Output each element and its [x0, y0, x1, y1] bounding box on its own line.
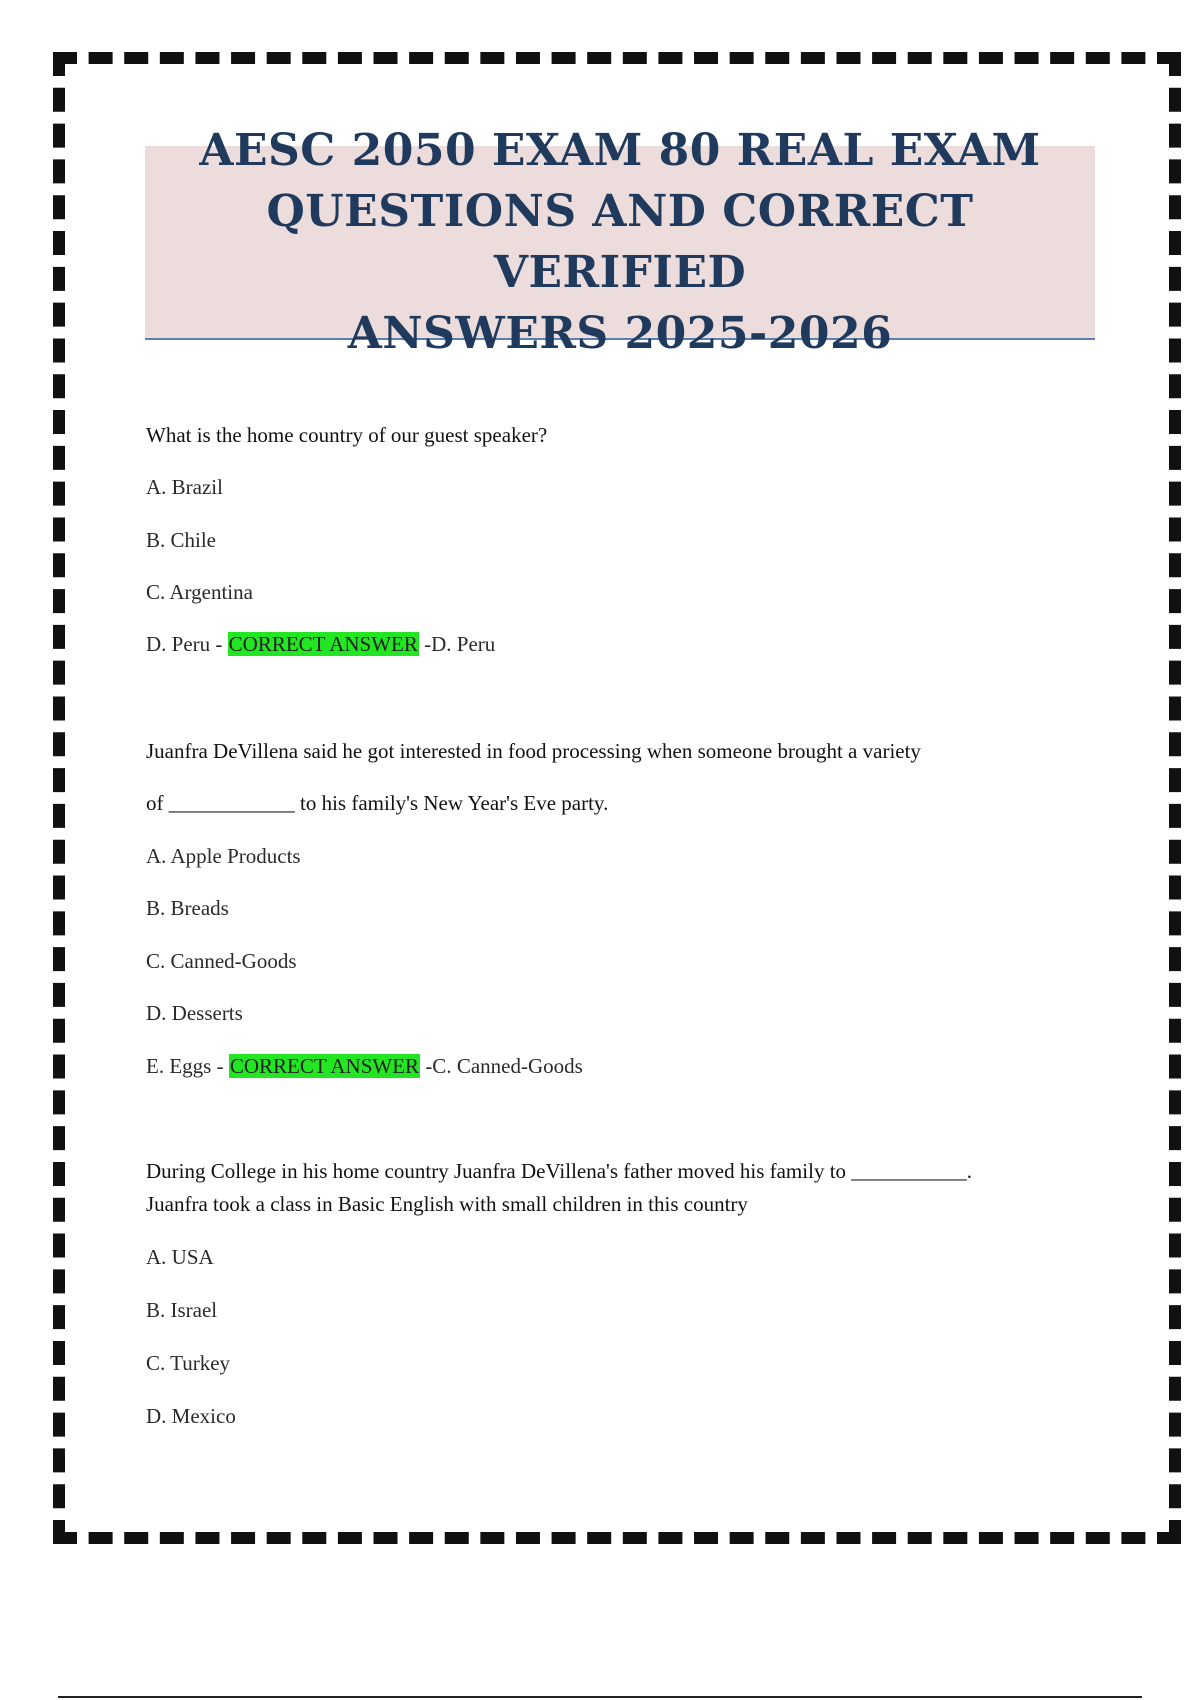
question-3-option-b: B. Israel: [146, 1298, 218, 1322]
question-3-option-c: C. Turkey: [146, 1351, 231, 1375]
document-title: [145, 120, 1095, 364]
question-2-option-d: D. Desserts: [146, 1001, 243, 1025]
question-2-option-e-label: E. Eggs -: [146, 1054, 229, 1078]
question-2-text-line-2: of ____________ to his family's New Year's Eve party.: [146, 791, 609, 815]
question-2-option-c: C. Canned-Goods: [146, 949, 297, 973]
correct-answer-highlight: CORRECT ANSWER: [229, 1054, 420, 1078]
question-2-option-a: A. Apple Products: [146, 844, 301, 868]
correct-answer-highlight: CORRECT ANSWER: [228, 632, 418, 656]
question-1-option-a: A. Brazil: [146, 475, 223, 499]
question-1-option-b: B. Chile: [146, 528, 217, 552]
question-3-text-line-1: During College in his home country Juanfra DeVillena's father moved his family to ___________.: [146, 1159, 973, 1183]
title-banner: [145, 125, 1095, 359]
footer-rule: [58, 1696, 1142, 1698]
question-2-text-line-1: Juanfra DeVillena said he got interested in food processing when someone brought a variety: [146, 739, 921, 763]
question-2-option-b: B. Breads: [146, 896, 229, 920]
question-1-option-d-label: D. Peru -: [146, 632, 228, 656]
question-1-text: What is the home country of our guest speaker?: [146, 423, 548, 447]
question-3-text-line-2: Juanfra took a class in Basic English with small children in this country: [146, 1192, 748, 1216]
title-line-1: AESC 2050 EXAM 80 REAL EXAM: [199, 125, 1041, 176]
question-2-option-e: [146, 1054, 583, 1079]
title-line-3: ANSWERS 2025-2026: [347, 308, 893, 359]
title-line-2: QUESTIONS AND CORRECT VERIFIED: [266, 186, 974, 298]
question-3-option-d: D. Mexico: [146, 1404, 236, 1428]
question-2-answer: -C. Canned-Goods: [420, 1054, 583, 1078]
question-3-option-a: A. USA: [146, 1245, 214, 1269]
question-1-option-c: C. Argentina: [146, 580, 253, 604]
question-1-option-d: [146, 632, 495, 657]
question-1-answer: -D. Peru: [418, 632, 496, 656]
